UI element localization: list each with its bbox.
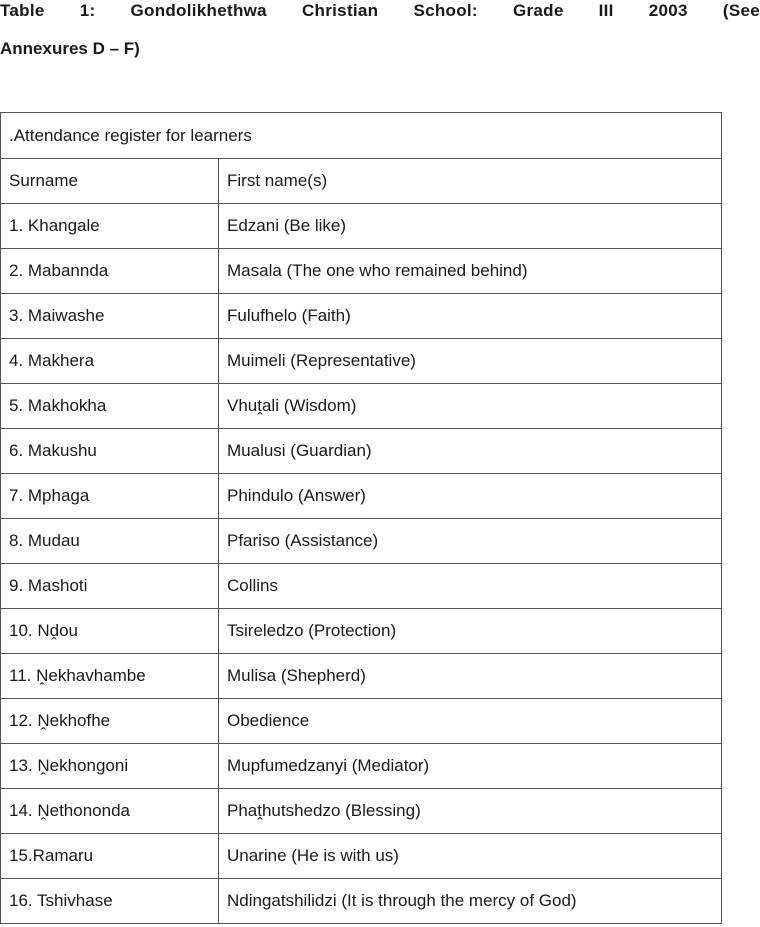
table-row — [1, 654, 722, 699]
caption-line-2: Annexures D – F) — [0, 39, 140, 58]
surname-cell: 2. Mabannda — [1, 249, 219, 294]
table-row — [1, 249, 722, 294]
surname-cell: 8. Mudau — [1, 519, 219, 564]
surname-cell: 6. Makushu — [1, 429, 219, 474]
first-names-cell: Mupfumedzanyi (Mediator) — [219, 744, 722, 789]
first-names-cell: Phaṱhutshedzo (Blessing) — [219, 789, 722, 834]
table-row — [1, 609, 722, 654]
surname-cell: 1. Khangale — [1, 204, 219, 249]
table-row — [1, 564, 722, 609]
caption-word: School: — [413, 1, 478, 20]
surname-cell: 9. Mashoti — [1, 564, 219, 609]
table-row — [1, 384, 722, 429]
surname-cell: 16. Tshivhase — [1, 879, 219, 924]
surname-cell: 4. Makhera — [1, 339, 219, 384]
table-row — [1, 204, 722, 249]
first-names-cell: Masala (The one who remained behind) — [219, 249, 722, 294]
caption-word: 1: — [79, 1, 96, 20]
table-title: .Attendance register for learners — [1, 113, 722, 159]
first-names-cell: Fulufhelo (Faith) — [219, 294, 722, 339]
first-names-cell: Vhuṱali (Wisdom) — [219, 384, 722, 429]
table-header-row — [1, 159, 722, 204]
surname-cell: 12. Ṋekhofhe — [1, 699, 219, 744]
caption-line-1 — [0, 0, 760, 30]
table-row — [1, 834, 722, 879]
table-row — [1, 429, 722, 474]
table-row — [1, 789, 722, 834]
first-names-cell: Tsireledzo (Protection) — [219, 609, 722, 654]
surname-cell: 7. Mphaga — [1, 474, 219, 519]
table-row — [1, 339, 722, 384]
surname-cell: 13. Ṋekhongoni — [1, 744, 219, 789]
first-names-cell: Phindulo (Answer) — [219, 474, 722, 519]
caption-word: 2003 — [648, 1, 688, 20]
first-names-cell: Muimeli (Representative) — [219, 339, 722, 384]
first-names-cell: Collins — [219, 564, 722, 609]
surname-cell: 15.Ramaru — [1, 834, 219, 879]
caption-word: Grade — [512, 1, 564, 20]
table-row — [1, 744, 722, 789]
caption-word: Christian — [301, 1, 379, 20]
caption-word: III — [598, 1, 614, 20]
first-names-cell: Ndingatshilidzi (It is through the mercy of God) — [219, 879, 722, 924]
caption-word: Table — [0, 1, 45, 20]
caption-word: Gondolikhethwa — [130, 1, 267, 20]
first-names-cell: Obedience — [219, 699, 722, 744]
table-title-row — [1, 113, 722, 159]
attendance-register-table — [0, 112, 722, 924]
surname-cell: 11. Ṋekhavhambe — [1, 654, 219, 699]
first-names-cell: Mulisa (Shepherd) — [219, 654, 722, 699]
table-row — [1, 294, 722, 339]
table-caption — [0, 0, 760, 68]
first-names-cell: Unarine (He is with us) — [219, 834, 722, 879]
table-row — [1, 879, 722, 924]
table-row — [1, 699, 722, 744]
surname-cell: 5. Makhokha — [1, 384, 219, 429]
table-row — [1, 474, 722, 519]
surname-cell: 14. Ṋethononda — [1, 789, 219, 834]
surname-cell: 10. Nḓou — [1, 609, 219, 654]
table-row — [1, 519, 722, 564]
first-names-cell: Pfariso (Assistance) — [219, 519, 722, 564]
surname-cell: 3. Maiwashe — [1, 294, 219, 339]
surname-header: Surname — [1, 159, 219, 204]
first-names-cell: Mualusi (Guardian) — [219, 429, 722, 474]
first-names-header: First name(s) — [219, 159, 722, 204]
caption-word: (See — [722, 1, 760, 20]
first-names-cell: Edzani (Be like) — [219, 204, 722, 249]
